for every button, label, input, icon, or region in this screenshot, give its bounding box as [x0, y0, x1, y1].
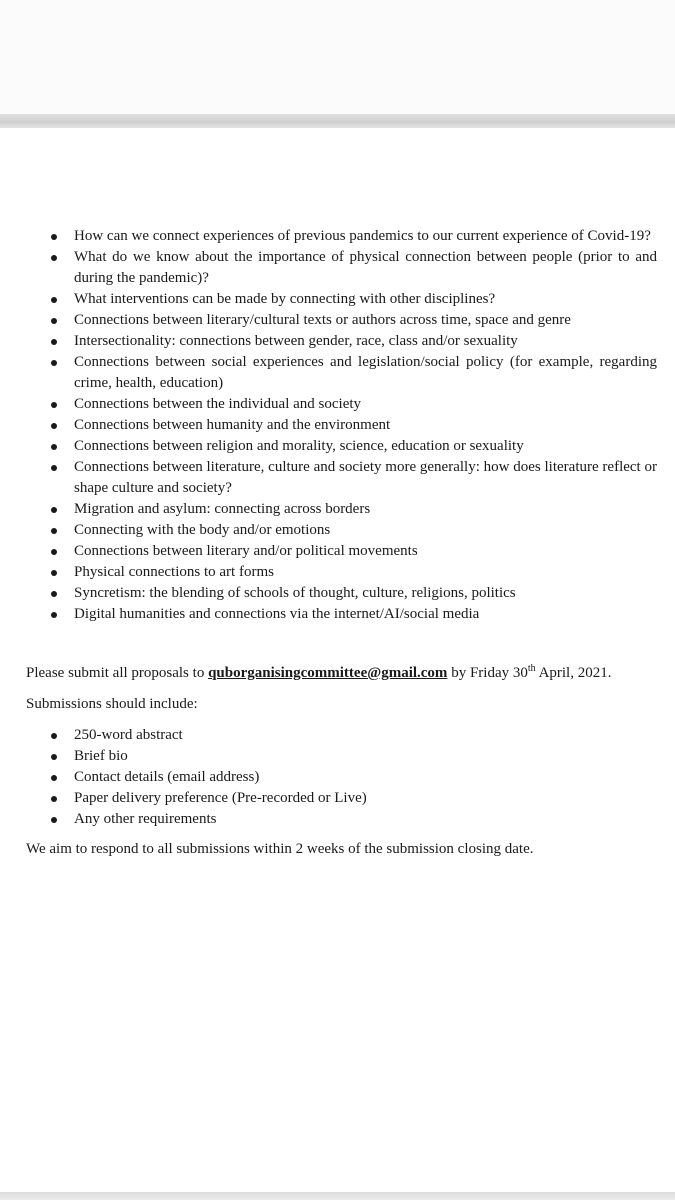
list-item: Connections between humanity and the environment — [0, 415, 675, 436]
list-item: Contact details (email address) — [0, 767, 675, 788]
bullet-icon — [51, 465, 57, 471]
bullet-icon — [51, 754, 57, 760]
bullet-icon — [51, 796, 57, 802]
list-item: Connecting with the body and/or emotions — [0, 520, 675, 541]
list-item: Connections between literary/cultural texts or authors across time, space and genre — [0, 310, 675, 331]
list-item: Migration and asylum: connecting across borders — [0, 499, 675, 520]
list-item: Connections between literature, culture and society more generally: how does literature reflect or shape culture and society? — [0, 457, 675, 499]
bullet-icon — [51, 318, 57, 324]
submissions-heading: Submissions should include: — [26, 696, 198, 712]
list-item: 250-word abstract — [0, 725, 675, 746]
bullet-icon — [51, 775, 57, 781]
page-bottom-edge — [0, 1192, 675, 1200]
list-item: What do we know about the importance of physical connection between people (prior to and during the pandemic)? — [0, 247, 675, 289]
bullet-icon — [51, 733, 57, 739]
submission-instructions: Please submit all proposals to quborganisingcommittee@gmail.com by Friday 30th April, 2021. — [26, 663, 612, 681]
list-item: Any other requirements — [0, 809, 675, 830]
bullet-icon — [51, 360, 57, 366]
bullet-icon — [51, 255, 57, 261]
email-link[interactable]: quborganisingcommittee@gmail.com — [208, 665, 448, 681]
bullet-icon — [51, 234, 57, 240]
bullet-icon — [51, 423, 57, 429]
list-item: Connections between religion and morality, science, education or sexuality — [0, 436, 675, 457]
document-content — [0, 226, 675, 860]
list-item: Digital humanities and connections via the internet/AI/social media — [0, 604, 675, 625]
closing-note: We aim to respond to all submissions within 2 weeks of the submission closing date. — [26, 841, 534, 857]
bullet-icon — [51, 339, 57, 345]
bullet-icon — [51, 817, 57, 823]
bullet-icon — [51, 612, 57, 618]
requirements-list — [0, 725, 675, 830]
bullet-icon — [51, 402, 57, 408]
list-item: Paper delivery preference (Pre-recorded or Live) — [0, 788, 675, 809]
bullet-icon — [51, 528, 57, 534]
bullet-icon — [51, 549, 57, 555]
bullet-icon — [51, 297, 57, 303]
list-item: Physical connections to art forms — [0, 562, 675, 583]
topics-list — [0, 226, 675, 625]
bullet-icon — [51, 570, 57, 576]
list-item: Connections between social experiences and legislation/social policy (for example, regarding crime, health, education) — [0, 352, 675, 394]
bullet-icon — [51, 507, 57, 513]
list-item: Intersectionality: connections between gender, race, class and/or sexuality — [0, 331, 675, 352]
list-item: Connections between literary and/or political movements — [0, 541, 675, 562]
list-item: How can we connect experiences of previous pandemics to our current experience of Covid-19? — [0, 226, 675, 247]
list-item: Brief bio — [0, 746, 675, 767]
list-item: Connections between the individual and society — [0, 394, 675, 415]
list-item: Syncretism: the blending of schools of thought, culture, religions, politics — [0, 583, 675, 604]
bullet-icon — [51, 444, 57, 450]
page-separator — [0, 114, 675, 128]
bullet-icon — [51, 591, 57, 597]
previous-page-area — [0, 0, 675, 114]
list-item: What interventions can be made by connecting with other disciplines? — [0, 289, 675, 310]
